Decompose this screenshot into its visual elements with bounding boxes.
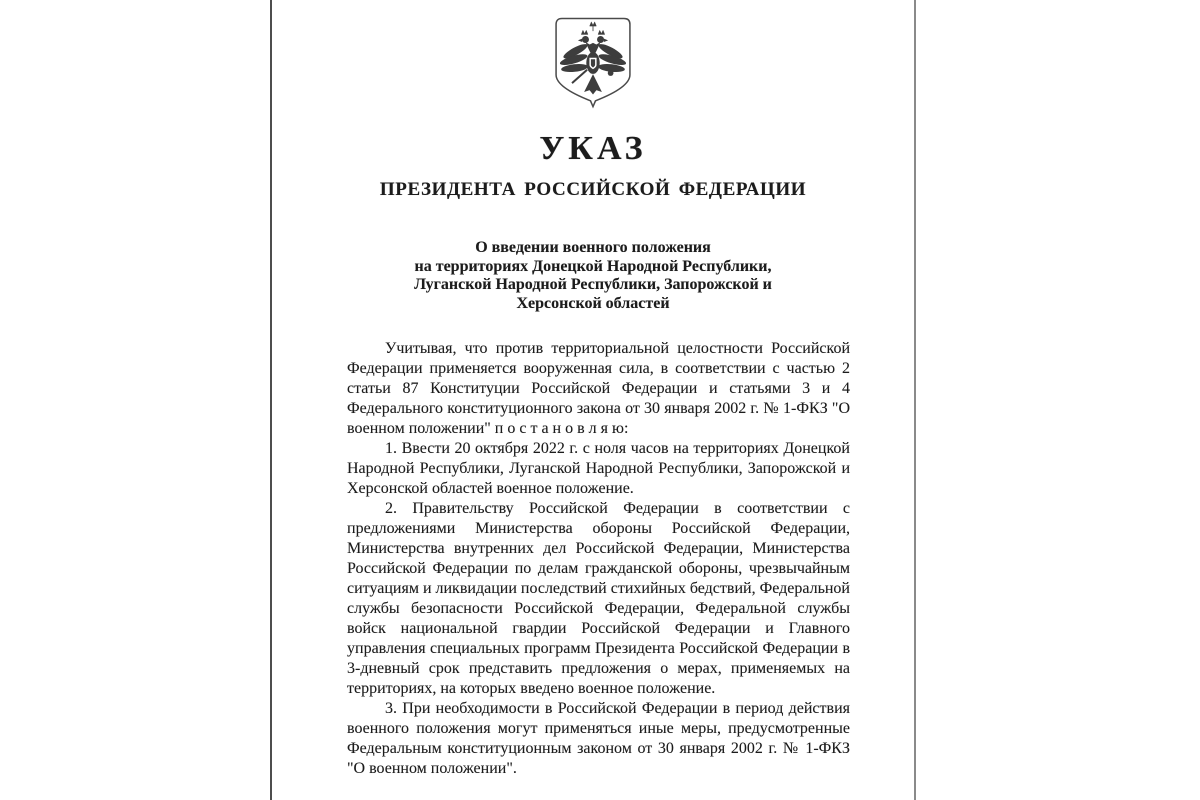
decree-heading-line: О введении военного положения [475,239,711,256]
decree-body [347,339,850,779]
decree-page [270,0,916,800]
decree-paragraph-item-2: 2. Правительству Российской Федерации в соответствии с предложениями Министерства обороны Российской Федерации, Министерства внутренних дел Российской Федерации, Министерства Российской Федерации по делам гражданской обороны, чрезвычайным ситуациям и ликвидации последствий стихийных бедствий, Федеральной службы безопасности Российской Федерации, Федеральной службы войск национальной гвардии Российской Федерации и Главного управления специальных программ Президента Российской Федерации в 3-дневный срок представить предложения о мерах, применяемых на территориях, на которых введено военное положение. [347,500,850,697]
decree-paragraph-item-3: 3. При необходимости в Российской Федерации в период действия военного положения могут применяться иные меры, предусмотренные Федеральным конституционным законом от 30 января 2002 г. № 1-ФКЗ "О военном положении". [347,700,850,777]
decree-heading-line: Луганской Народной Республики, Запорожской и [414,276,772,293]
decree-heading-line: Херсонской областей [516,294,670,312]
decree-heading [333,239,853,313]
coat-of-arms-icon [549,16,637,110]
decree-subtitle: ПРЕЗИДЕНТА РОССИЙСКОЙ ФЕДЕРАЦИИ [379,179,807,200]
decree-title: УКАЗ [539,130,647,167]
decree-paragraph-preamble: Учитывая, что против территориальной целостности Российской Федерации применяется вооруженная сила, в соответствии с частью 2 статьи 87 Конституции Российской Федерации и статьями 3 и 4 Федерального конституционного закона от 30 января 2002 г. № 1-ФКЗ "О военном положении" п о с т а н о в л я ю: [347,340,850,437]
decree-heading-line: на территориях Донецкой Народной Республики, [414,257,772,275]
decree-paragraph-item-1: 1. Ввести 20 октября 2022 г. с ноля часов на территориях Донецкой Народной Республики, Луганской Народной Республики, Запорожской и Херсонской областей военное положение. [347,440,850,497]
